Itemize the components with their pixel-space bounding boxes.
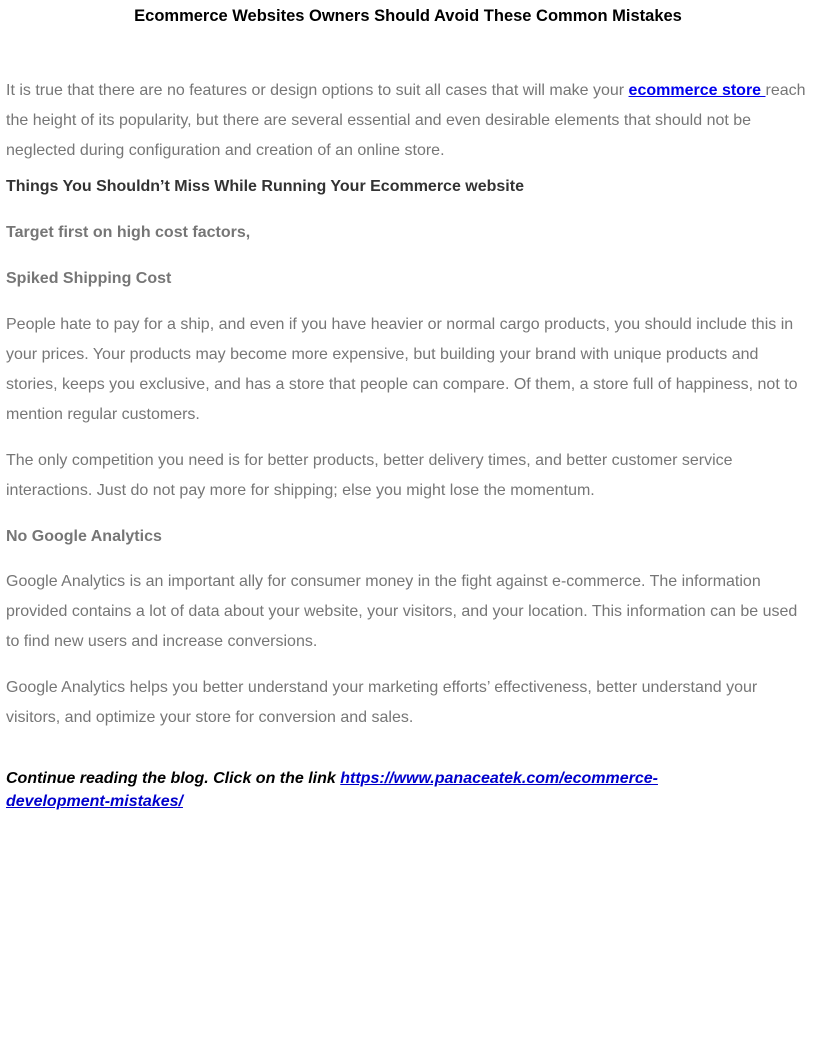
cta-text: Continue reading the blog. Click on the link: [6, 770, 341, 787]
shipping-paragraph-2: The only competition you need is for better products, better delivery times, and better customer service interactions. Just do not pay more for shipping; else you might lose the momentum.: [6, 452, 733, 499]
subheading-high-cost: Target first on high cost factors,: [6, 224, 251, 241]
ecommerce-store-link[interactable]: ecommerce store: [628, 82, 766, 99]
continue-reading-cta: [6, 767, 726, 813]
analytics-paragraph-2: Google Analytics helps you better understand your marketing efforts’ effectiveness, better understand your visitors, and optimize your store for conversion and sales.: [6, 679, 758, 726]
subheading-analytics: No Google Analytics: [6, 528, 162, 545]
analytics-paragraph-1: Google Analytics is an important ally for consumer money in the fight against e-commerce. The information provided contains a lot of data about your website, your visitors, and your location. This information can be used to find new users and increase conversions.: [6, 573, 798, 650]
blog-link[interactable]: https://www.panaceatek.com/ecommerce-development-mistakes/: [6, 770, 658, 810]
section-heading: Things You Shouldn’t Miss While Running Your Ecommerce website: [6, 178, 524, 195]
intro-text-after: reach the height of its popularity, but there are several essential and even desirable elements that should not be neglected during configuration and creation of an online store.: [6, 82, 806, 159]
intro-paragraph: [6, 76, 812, 166]
shipping-paragraph-1: People hate to pay for a ship, and even if you have heavier or normal cargo products, you should include this in your prices. Your products may become more expensive, but building your brand with unique products and stories, keeps you exclusive, and has a store that people can compare. Of them, a store full of happiness, not to mention regular customers.: [6, 316, 798, 423]
intro-text-before: It is true that there are no features or design options to suit all cases that will make your: [6, 82, 629, 99]
document-title: Ecommerce Websites Owners Should Avoid These Common Mistakes: [134, 7, 682, 25]
subheading-shipping: Spiked Shipping Cost: [6, 270, 172, 287]
